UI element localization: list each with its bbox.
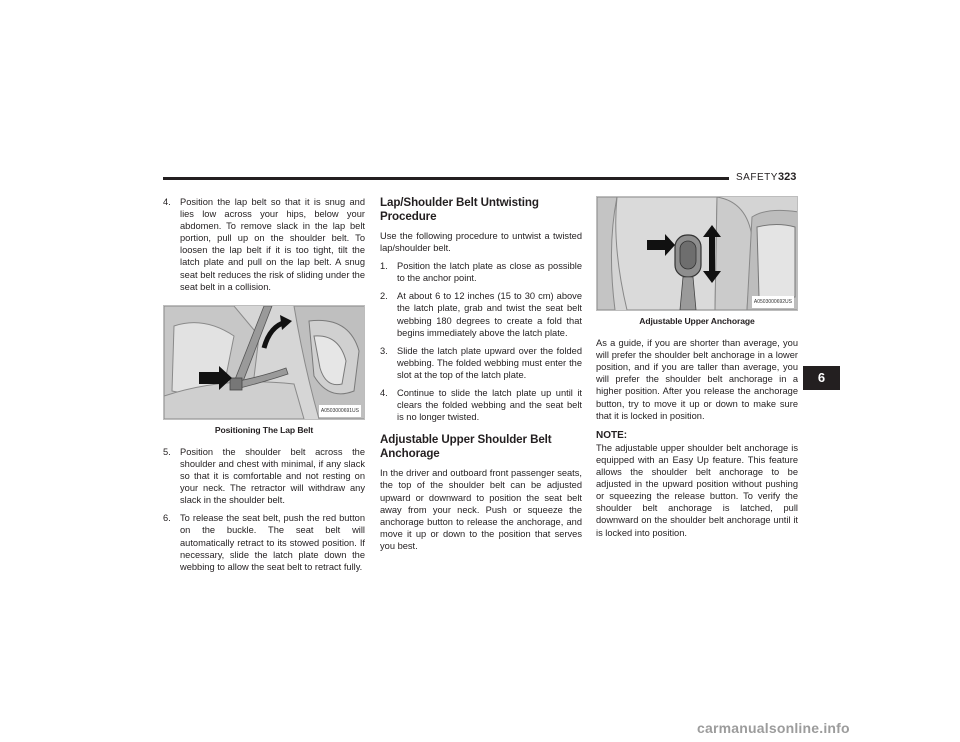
list-text: Position the shoulder belt across the shoulder and chest with minimal, if any slack so that it is comfortable and not resting on your neck. The retractor will withdraw any slack in the shoulder belt. — [180, 446, 365, 506]
header-rule — [163, 177, 729, 180]
list-number: 2. — [380, 291, 388, 302]
list-number: 5. — [163, 446, 171, 457]
figure-caption: Adjustable Upper Anchorage — [639, 316, 755, 326]
header-section-title: SAFETY — [736, 172, 778, 183]
note-title: NOTE: — [596, 429, 628, 441]
paragraph: In the driver and outboard front passenger seats, the top of the shoulder belt can be adjusted upward or downward to position the seat belt away from your neck. Push or squeeze the anchorage button to release the anchorage, and move it up or down to the position that serves you best. — [380, 468, 582, 551]
section-heading: Adjustable Upper Shoulder Belt Anchorage — [380, 433, 552, 461]
list-text: To release the seat belt, push the red button on the buckle. The seat belt will automatically retract to its stowed position. If necessary, slide the latch plate down the webbing to allow the seat belt to retract fully. — [180, 513, 365, 572]
column-left — [163, 196, 365, 579]
figure-caption: Positioning The Lap Belt — [214, 424, 314, 435]
list-number: 4. — [163, 197, 171, 207]
note-text: The adjustable upper shoulder belt anchorage is equipped with an Easy Up feature. This feature allows the shoulder belt anchorage to be adjusted in the upward position without pushing or squeezing the release button. To verify the shoulder belt anchorage is latched, pull downward on the shoulder belt anchorage until it is locked into position. — [596, 442, 798, 538]
figure-code: A0503000691US — [319, 405, 361, 417]
figure-lap-belt — [163, 305, 365, 420]
list-item-4 — [163, 196, 365, 293]
column-right — [596, 196, 798, 545]
list-number: 6. — [163, 513, 171, 524]
list-text: Slide the latch plate upward over the folded webbing. The folded webbing must enter the slot at the top of the latch plate. — [397, 345, 582, 380]
list-text: Continue to slide the latch plate up until it clears the folded webbing and the seat belt is no longer twisted. — [397, 388, 582, 423]
list-item — [380, 290, 582, 338]
list-number: 4. — [380, 388, 388, 399]
lap-belt-illustration — [164, 306, 365, 419]
section-heading: Lap/Shoulder Belt Untwisting Procedure — [380, 196, 539, 223]
list-item — [380, 345, 582, 381]
column-middle — [380, 196, 582, 558]
list-number: 1. — [380, 261, 388, 272]
watermark: carmanualsonline.info — [697, 720, 850, 736]
list-text: Position the latch plate as close as possible to the anchor point. — [397, 261, 582, 284]
list-number: 3. — [380, 345, 388, 356]
figure-code: A0503000692US — [752, 296, 794, 308]
figure-upper-anchorage — [596, 196, 798, 311]
list-item-5 — [163, 446, 365, 506]
page-number: 323 — [778, 171, 797, 183]
list-item-6 — [163, 512, 365, 572]
paragraph: As a guide, if you are shorter than average, you will prefer the shoulder belt anchorage in a lower position, and if you are taller than average, you will prefer the shoulder belt anchorage in a higher position. After you release the anchorage button, try to move it up or down to make sure that it is locked in position. — [596, 338, 798, 421]
paragraph: Use the following procedure to untwist a twisted lap/shoulder belt. — [380, 231, 582, 254]
chapter-tab: 6 — [803, 366, 840, 390]
list-item — [380, 387, 582, 423]
list-item — [380, 260, 582, 284]
list-text: At about 6 to 12 inches (15 to 30 cm) above the latch plate, grab and twist the seat belt webbing 180 degrees to create a fold that begins immediately above the latch plate. — [397, 291, 582, 338]
upper-anchorage-illustration — [597, 197, 798, 310]
list-text: Position the lap belt so that it is snug and lies low across your hips, below your abdomen. To remove slack in the lap belt portion, pull up on the shoulder belt. To loosen the lap belt if it is too tight, tilt the latch plate and pull on the lap belt. A snug seat belt reduces the risk of sliding under the seat belt in a collision. — [180, 197, 365, 292]
